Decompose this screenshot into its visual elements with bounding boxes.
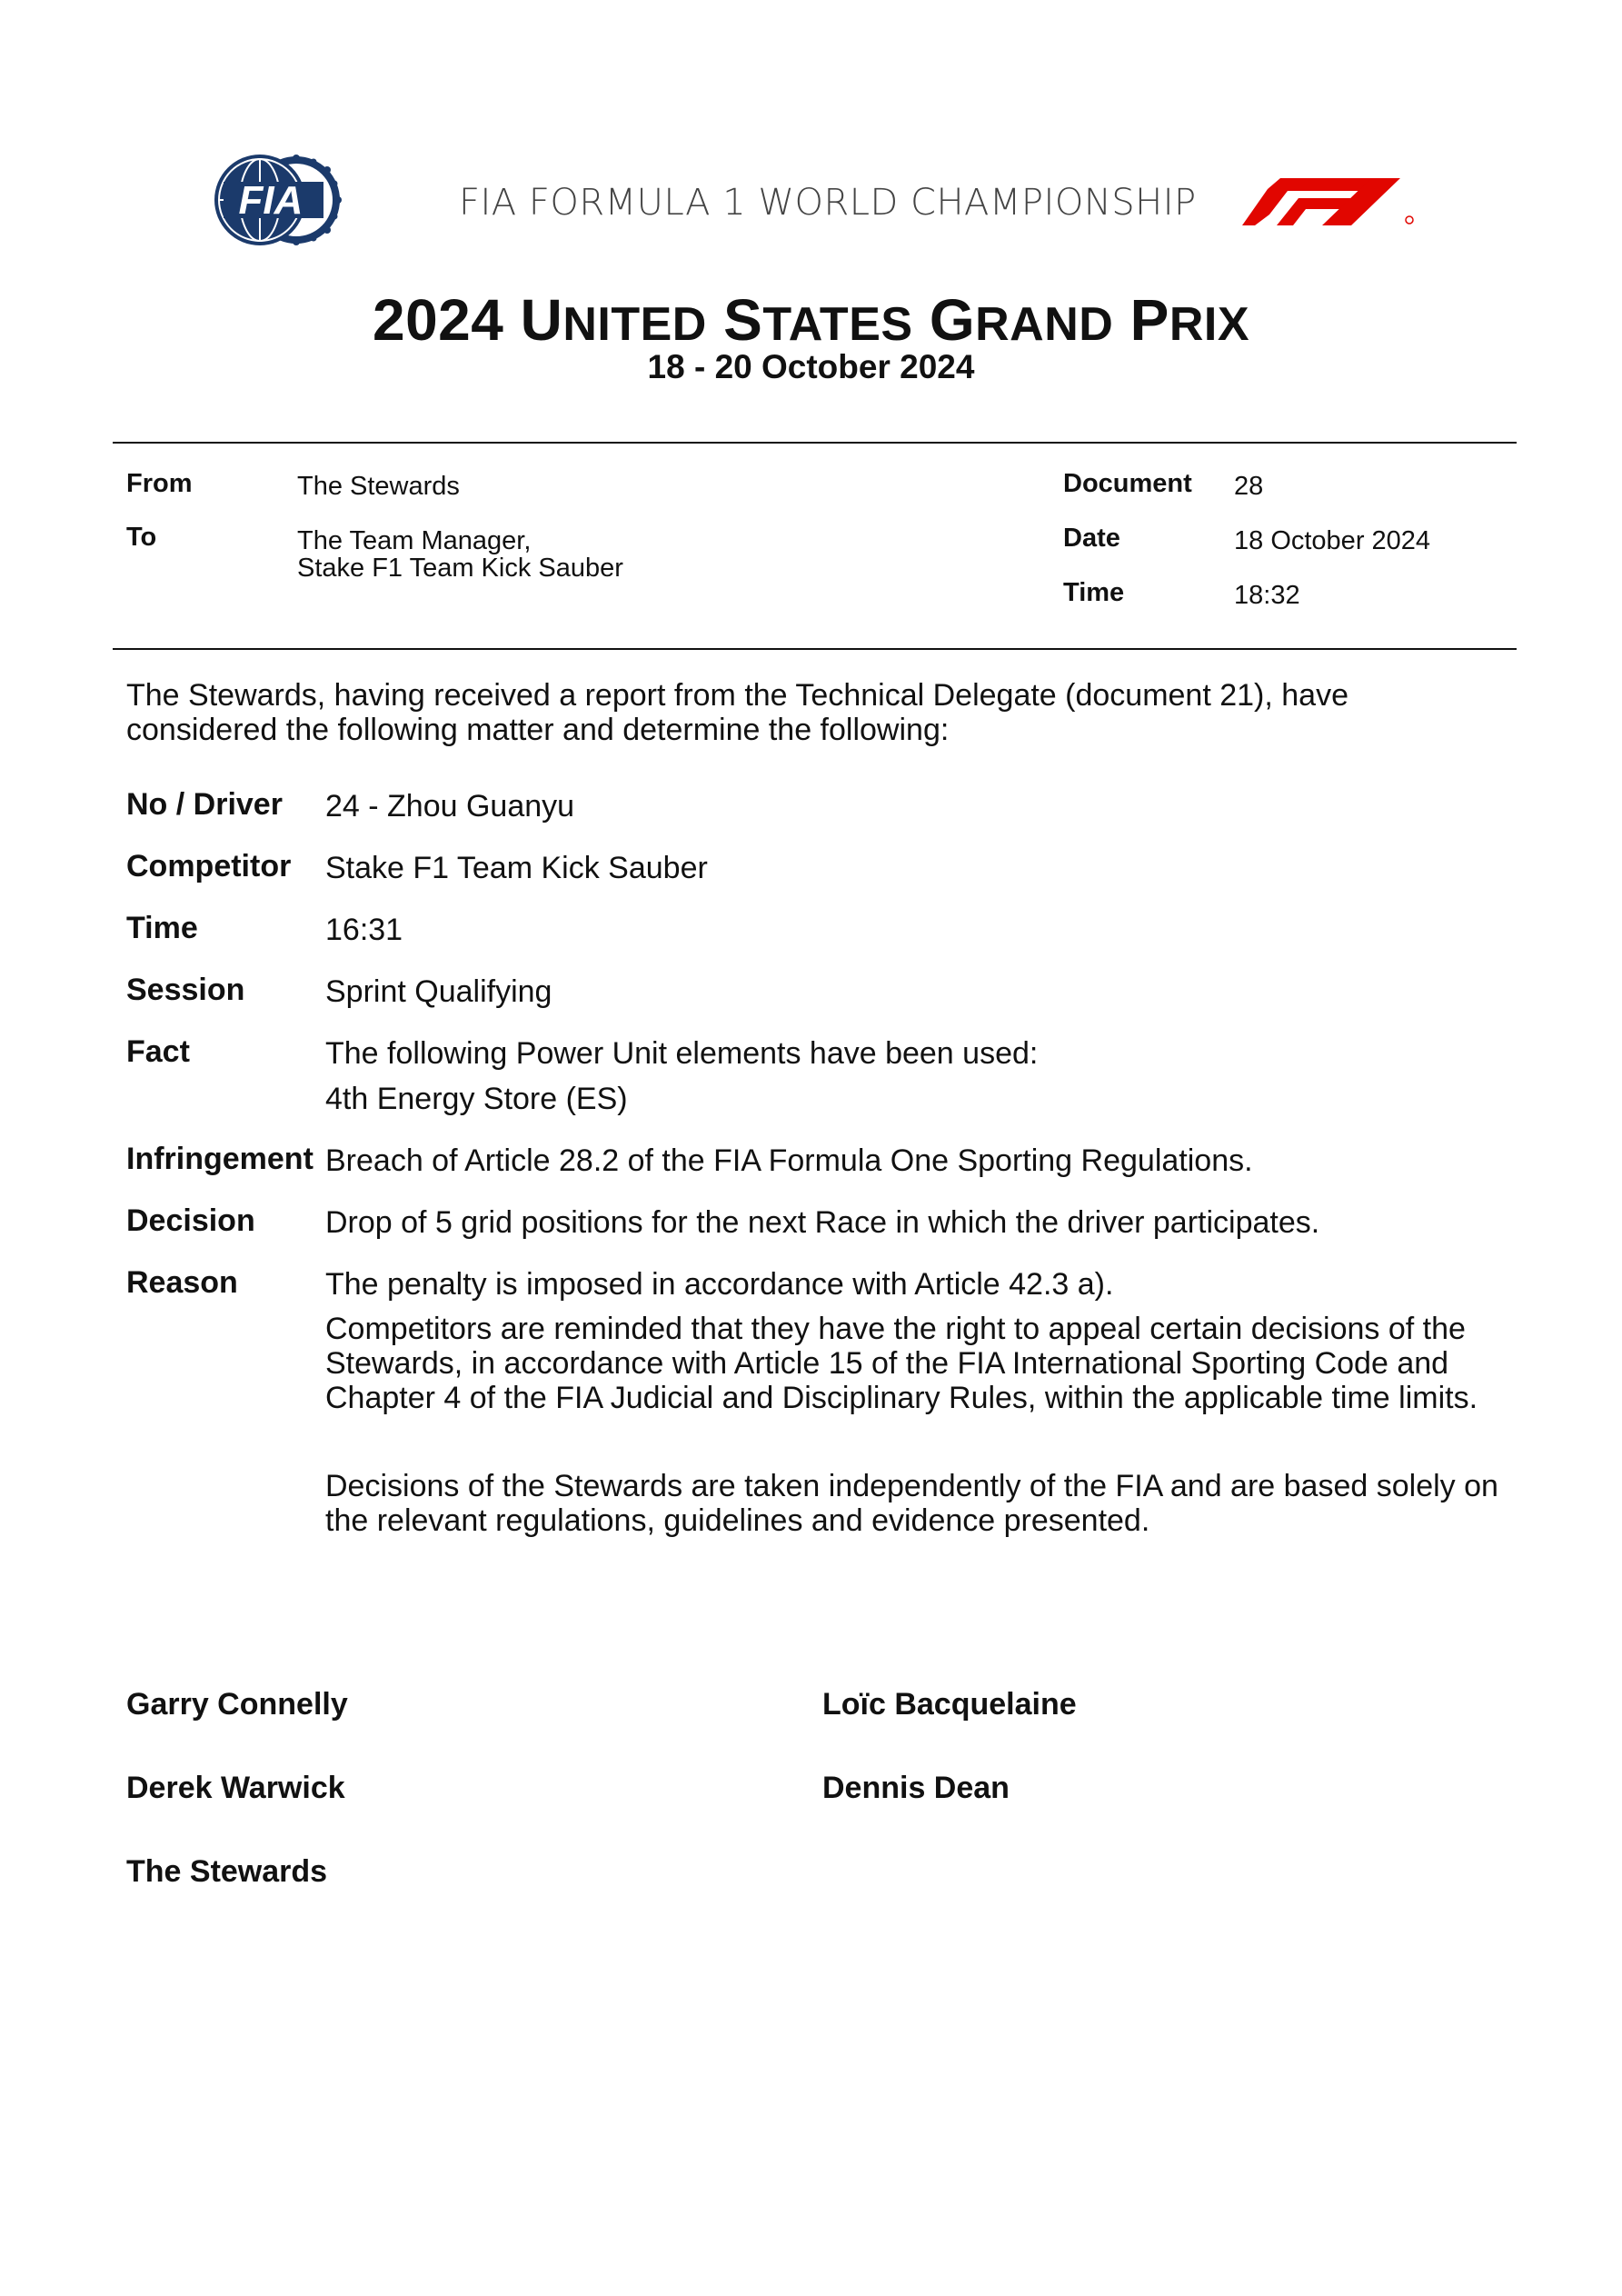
competitor-value: Stake F1 Team Kick Sauber (325, 851, 708, 885)
to-label: To (126, 523, 157, 552)
event-title-word: GRAND (929, 287, 1114, 353)
driver-label: No / Driver (126, 787, 283, 822)
event-title-word: PRIX (1129, 287, 1249, 353)
time-value: 18:32 (1234, 581, 1300, 610)
event-title-word: STATES (723, 287, 913, 353)
date-label: Date (1063, 524, 1120, 553)
time-detail-label: Time (126, 911, 198, 945)
fact-value-line2: 4th Energy Store (ES) (325, 1082, 628, 1116)
intro-paragraph: The Stewards, having received a report from the Technical Delegate (document 21), have considered the following matter and determine the following: (126, 678, 1348, 747)
stewards-closing: The Stewards (126, 1854, 328, 1889)
decision-value: Drop of 5 grid positions for the next Race in which the driver participates. (325, 1205, 1320, 1240)
date-value: 18 October 2024 (1234, 526, 1431, 555)
event-dates: 18 - 20 October 2024 (647, 348, 975, 385)
to-value-line2: Stake F1 Team Kick Sauber (297, 554, 623, 583)
fact-value-line1: The following Power Unit elements have been used: (325, 1036, 1039, 1071)
fact-label: Fact (126, 1034, 190, 1069)
document-value: 28 (1234, 472, 1264, 501)
to-value-line1: The Team Manager, (297, 526, 532, 555)
divider-bottom (113, 648, 1517, 650)
session-value: Sprint Qualifying (325, 974, 552, 1009)
reason-label: Reason (126, 1265, 238, 1300)
divider-top (113, 442, 1517, 444)
event-title (0, 286, 1622, 354)
event-year: 2024 (372, 287, 504, 353)
session-label: Session (126, 973, 245, 1007)
f1-logo (1222, 173, 1420, 227)
infringement-value: Breach of Article 28.2 of the FIA Formula One Sporting Regulations. (325, 1143, 1253, 1178)
appeal-note: Competitors are reminded that they have the right to appeal certain decisions of the Stewards, in accordance with Article 15 of the FIA International Sporting Code and Chapter 4 of the FIA Judicial and Disciplinary Rules, within the applicable time limits. (325, 1312, 1478, 1415)
time-detail-value: 16:31 (325, 913, 403, 947)
steward-name: Dennis Dean (822, 1771, 1010, 1805)
infringement-label: Infringement (126, 1142, 313, 1176)
from-label: From (126, 469, 193, 498)
steward-name: Derek Warwick (126, 1771, 345, 1805)
fia-logo (207, 153, 345, 247)
document-label: Document (1063, 469, 1192, 498)
competitor-label: Competitor (126, 849, 292, 883)
steward-name: Garry Connelly (126, 1687, 348, 1722)
championship-title: FIA FORMULA 1 WORLD CHAMPIONSHIP (459, 182, 1197, 224)
independence-note: Decisions of the Stewards are taken independently of the FIA and are based solely on the relevant regulations, guidelines and evidence presented. (325, 1469, 1498, 1538)
reason-value: The penalty is imposed in accordance with Article 42.3 a). (325, 1267, 1114, 1302)
decision-label: Decision (126, 1203, 255, 1238)
from-value: The Stewards (297, 472, 460, 501)
steward-name: Loïc Bacquelaine (822, 1687, 1077, 1722)
time-label: Time (1063, 578, 1125, 607)
event-title-word: UNITED (520, 287, 707, 353)
fia-logo-text: FIA (238, 178, 304, 223)
driver-value: 24 - Zhou Guanyu (325, 789, 575, 824)
